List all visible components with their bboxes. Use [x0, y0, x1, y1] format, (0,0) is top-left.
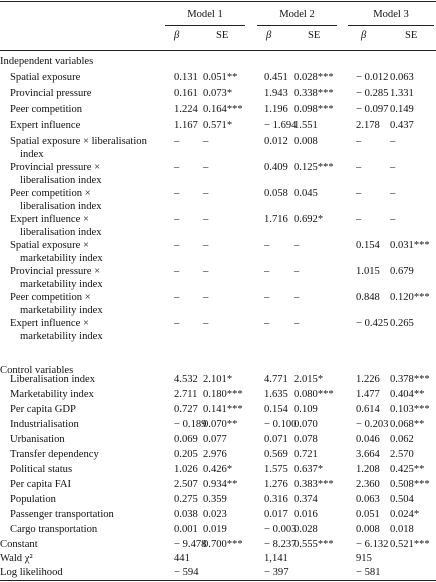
se-value: –	[294, 292, 300, 303]
beta-value: 1.276	[264, 479, 288, 490]
row-label: Expert influence ×	[10, 214, 89, 225]
se-value: 0.078	[294, 434, 318, 445]
beta-value: 0.071	[264, 434, 288, 445]
beta-value: 3.664	[356, 449, 380, 460]
beta-value: 0.614	[356, 404, 380, 415]
se-value: 0.265	[390, 318, 414, 329]
col-head-se-3: SE	[405, 30, 418, 41]
beta-value: –	[356, 188, 362, 199]
bottom-rule	[0, 580, 436, 581]
row-label: Population	[10, 494, 56, 505]
row-label: Spatial exposure	[10, 72, 81, 83]
beta-value: 1.943	[264, 88, 288, 99]
beta-value: 1.226	[356, 374, 380, 385]
row-label-continuation: liberalisation index	[20, 175, 102, 186]
row-label: Provincial pressure ×	[10, 162, 101, 173]
beta-value: − 0.097	[356, 104, 389, 115]
se-value: 0.555***	[294, 539, 334, 550]
row-label: Spatial exposure × liberalisation	[10, 136, 147, 147]
beta-value: 2.360	[356, 479, 380, 490]
se-value: 2.101*	[203, 374, 233, 385]
beta-value: 1.026	[174, 464, 198, 475]
se-value: 0.426*	[203, 464, 233, 475]
beta-value: 4.771	[264, 374, 288, 385]
model-1-rule	[165, 25, 245, 26]
model-1-title: Model 1	[187, 9, 223, 20]
se-value: 0.692*	[294, 214, 324, 225]
row-label: Passenger transportation	[10, 509, 114, 520]
beta-value: 0.409	[264, 162, 288, 173]
se-value: 0.062	[390, 434, 414, 445]
se-value: 0.098***	[294, 104, 334, 115]
row-label: Log likelihood	[0, 567, 63, 578]
se-value: 0.103***	[390, 404, 430, 415]
se-value: 0.073*	[203, 88, 233, 99]
beta-value: 0.569	[264, 449, 288, 460]
se-value: 0.080***	[294, 389, 334, 400]
beta-value: 2.711	[174, 389, 198, 400]
beta-value: 1.575	[264, 464, 288, 475]
se-value: 0.077	[203, 434, 227, 445]
row-label: Urbanisation	[10, 434, 65, 445]
se-value: –	[203, 318, 209, 329]
col-head-se-2: SE	[308, 30, 321, 41]
se-value: 0.359	[203, 494, 227, 505]
top-rule	[0, 1, 436, 2]
se-value: 0.018	[390, 524, 414, 535]
beta-value: –	[264, 292, 270, 303]
row-label-continuation: liberalisation index	[20, 227, 102, 238]
row-label: Provincial pressure ×	[10, 266, 101, 277]
col-head-se-1: SE	[216, 30, 229, 41]
se-value: 0.149	[390, 104, 414, 115]
model-3-title: Model 3	[373, 9, 409, 20]
beta-value: –	[174, 266, 180, 277]
row-label-continuation: liberalisation index	[20, 201, 102, 212]
se-value: 0.504	[390, 494, 414, 505]
beta-value: 0.154	[356, 240, 380, 251]
row-label-continuation: marketability index	[20, 279, 103, 290]
row-label: Provincial pressure	[10, 88, 92, 99]
beta-value: 0.205	[174, 449, 198, 460]
beta-value: 0.046	[356, 434, 380, 445]
beta-value: − 581	[356, 567, 381, 578]
se-value: 0.031***	[390, 240, 430, 251]
beta-value: 0.316	[264, 494, 288, 505]
beta-value: 0.727	[174, 404, 198, 415]
col-head-beta-2: β	[266, 30, 272, 41]
se-value: 0.016	[294, 509, 318, 520]
se-value: 0.164***	[203, 104, 243, 115]
col-head-beta-3: β	[361, 30, 367, 41]
beta-value: 0.451	[264, 72, 288, 83]
beta-value: 0.069	[174, 434, 198, 445]
se-value: 0.721	[294, 449, 318, 460]
se-value: 0.070**	[203, 419, 238, 430]
se-value: –	[203, 188, 209, 199]
beta-value: − 1.694	[264, 120, 297, 131]
model-3-rule	[348, 25, 434, 26]
beta-value: –	[264, 266, 270, 277]
beta-value: –	[174, 318, 180, 329]
se-value: 0.063	[390, 72, 414, 83]
row-label: Constant	[0, 539, 38, 550]
se-value: 1.331	[390, 88, 414, 99]
se-value: 0.008	[294, 136, 318, 147]
se-value: 0.700***	[203, 539, 243, 550]
beta-value: –	[174, 136, 180, 147]
beta-value: 0.008	[356, 524, 380, 535]
row-label: Expert influence	[10, 120, 81, 131]
row-label: Peer competition ×	[10, 292, 91, 303]
se-value: 0.934**	[203, 479, 238, 490]
se-value: 0.019	[203, 524, 227, 535]
se-value: 0.070	[294, 419, 318, 430]
se-value: –	[203, 292, 209, 303]
row-label: Industrialisation	[10, 419, 79, 430]
beta-value: –	[264, 240, 270, 251]
beta-value: 1.196	[264, 104, 288, 115]
beta-value: –	[174, 292, 180, 303]
row-label-continuation: marketability index	[20, 331, 103, 342]
beta-value: 0.012	[264, 136, 288, 147]
beta-value: 0.275	[174, 494, 198, 505]
beta-value: 0.058	[264, 188, 288, 199]
row-label: Peer competition	[10, 104, 83, 115]
se-value: 1.551	[294, 120, 318, 131]
beta-value: 4.532	[174, 374, 198, 385]
se-value: 2.976	[203, 449, 227, 460]
beta-value: − 0.003	[264, 524, 297, 535]
beta-value: 0.154	[264, 404, 288, 415]
beta-value: 1,141	[264, 553, 288, 564]
se-value: 0.028***	[294, 72, 334, 83]
model-2-title: Model 2	[279, 9, 315, 20]
se-value: 0.023	[203, 509, 227, 520]
se-value: 0.521***	[390, 539, 430, 550]
beta-value: 0.131	[174, 72, 198, 83]
beta-value: 1.208	[356, 464, 380, 475]
se-value: 0.338***	[294, 88, 334, 99]
se-value: 2.015*	[294, 374, 324, 385]
se-value: 0.141***	[203, 404, 243, 415]
row-label-continuation: index	[20, 149, 44, 160]
se-value: 0.637*	[294, 464, 324, 475]
beta-value: 0.063	[356, 494, 380, 505]
row-label: Transfer dependency	[10, 449, 99, 460]
row-label: Liberalisation index	[10, 374, 96, 385]
se-value: 0.571*	[203, 120, 233, 131]
beta-value: − 397	[264, 567, 289, 578]
beta-value: 0.017	[264, 509, 288, 520]
se-value: 0.404**	[390, 389, 425, 400]
beta-value: 0.038	[174, 509, 198, 520]
beta-value: –	[174, 162, 180, 173]
se-value: –	[203, 240, 209, 251]
beta-value: 1.716	[264, 214, 288, 225]
se-value: 0.051**	[203, 72, 238, 83]
col-head-beta-1: β	[174, 30, 180, 41]
beta-value: –	[356, 162, 362, 173]
se-value: 2.570	[390, 449, 414, 460]
beta-value: –	[356, 136, 362, 147]
row-label: Peer competition ×	[10, 188, 91, 199]
beta-value: − 0.012	[356, 72, 389, 83]
row-label: Expert influence ×	[10, 318, 89, 329]
row-label: Political status	[10, 464, 73, 475]
beta-value: 915	[356, 553, 372, 564]
beta-value: − 0.100	[264, 419, 297, 430]
beta-value: –	[174, 188, 180, 199]
beta-value: − 0.189	[174, 419, 207, 430]
beta-value: 1.015	[356, 266, 380, 277]
beta-value: –	[174, 240, 180, 251]
beta-value: 0.051	[356, 509, 380, 520]
row-label: Cargo transportation	[10, 524, 98, 535]
se-value: –	[203, 162, 209, 173]
se-value: –	[390, 188, 396, 199]
beta-value: 1.167	[174, 120, 198, 131]
se-value: –	[390, 136, 396, 147]
beta-value: 2.507	[174, 479, 198, 490]
se-value: 0.028	[294, 524, 318, 535]
se-value: 0.679	[390, 266, 414, 277]
se-value: –	[390, 162, 396, 173]
beta-value: 1.477	[356, 389, 380, 400]
beta-value: − 6.132	[356, 539, 389, 550]
beta-value: 0.161	[174, 88, 198, 99]
se-value: 0.180***	[203, 389, 243, 400]
beta-value: − 594	[174, 567, 199, 578]
beta-value: –	[174, 214, 180, 225]
beta-value: 0.001	[174, 524, 198, 535]
se-value: 0.383***	[294, 479, 334, 490]
section-control-variables: Control variables	[0, 365, 74, 376]
se-value: –	[390, 214, 396, 225]
beta-value: − 8.237	[264, 539, 297, 550]
se-value: 0.024*	[390, 509, 420, 520]
beta-value: –	[264, 318, 270, 329]
beta-value: − 9.478	[174, 539, 207, 550]
se-value: –	[294, 318, 300, 329]
se-value: 0.125***	[294, 162, 334, 173]
row-label: Marketability index	[10, 389, 94, 400]
beta-value: − 0.203	[356, 419, 389, 430]
se-value: 0.109	[294, 404, 318, 415]
se-value: 0.425**	[390, 464, 425, 475]
beta-value: 441	[174, 553, 190, 564]
se-value: 0.045	[294, 188, 318, 199]
se-value: –	[203, 136, 209, 147]
row-label: Spatial exposure ×	[10, 240, 89, 251]
se-value: 0.508***	[390, 479, 430, 490]
beta-value: 1.635	[264, 389, 288, 400]
row-label: Wald χ²	[0, 553, 33, 564]
se-value: –	[294, 266, 300, 277]
row-label: Per capita GDP	[10, 404, 76, 415]
row-label-continuation: marketability index	[20, 253, 103, 264]
se-value: 0.378***	[390, 374, 430, 385]
beta-value: 2.178	[356, 120, 380, 131]
beta-value: 1.224	[174, 104, 198, 115]
row-label-continuation: marketability index	[20, 305, 103, 316]
se-value: –	[203, 266, 209, 277]
se-value: –	[203, 214, 209, 225]
beta-value: − 0.285	[356, 88, 389, 99]
model-2-rule	[257, 25, 337, 26]
se-value: –	[294, 240, 300, 251]
se-value: 0.120***	[390, 292, 430, 303]
beta-value: 0.848	[356, 292, 380, 303]
header-rule	[0, 50, 436, 51]
se-value: 0.437	[390, 120, 414, 131]
row-label: Per capita FAI	[10, 479, 71, 490]
beta-value: − 0.425	[356, 318, 389, 329]
se-value: 0.068**	[390, 419, 425, 430]
section-independent-variables: Independent variables	[0, 56, 94, 67]
se-value: 0.374	[294, 494, 318, 505]
beta-value: –	[356, 214, 362, 225]
